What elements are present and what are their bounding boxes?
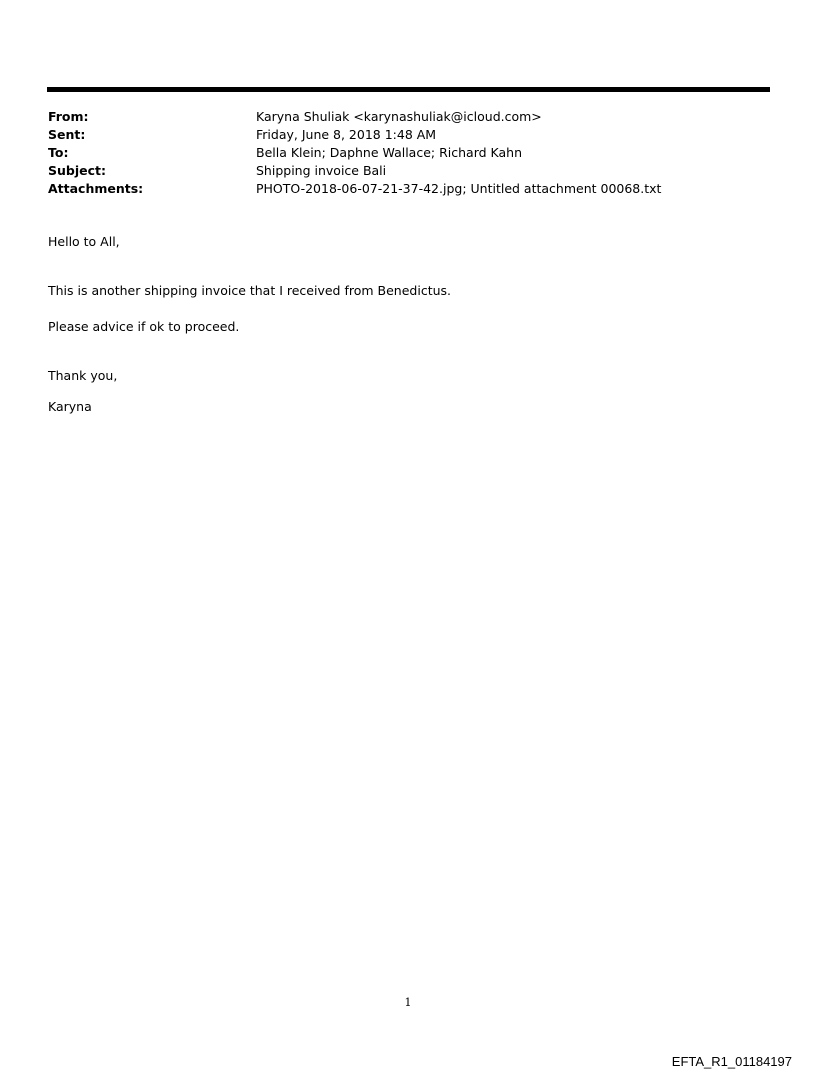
header-row-subject <box>48 162 768 180</box>
message-line-2: Please advice if ok to proceed. <box>48 319 240 334</box>
closing: Thank you, <box>48 368 118 383</box>
subject-value: Shipping invoice Bali <box>256 163 387 178</box>
email-body <box>48 233 748 429</box>
message-paragraph <box>48 264 748 354</box>
to-value: Bella Klein; Daphne Wallace; Richard Kahn <box>256 145 523 160</box>
document-id: EFTA_R1_01184197 <box>671 1054 792 1069</box>
sent-label: Sent: <box>48 127 86 142</box>
from-label: From: <box>48 109 89 124</box>
message-line-1: This is another shipping invoice that I received from Benedictus. <box>48 283 451 298</box>
from-value: Karyna Shuliak <karynashuliak@icloud.com> <box>256 109 542 124</box>
header-row-from <box>48 108 768 126</box>
header-row-sent <box>48 126 768 144</box>
email-header <box>48 108 768 198</box>
header-divider <box>47 87 770 92</box>
page-number: 1 <box>404 996 412 1009</box>
attachments-label: Attachments: <box>48 181 144 196</box>
greeting: Hello to All, <box>48 234 120 249</box>
attachments-value: PHOTO-2018-06-07-21-37-42.jpg; Untitled attachment 00068.txt <box>256 181 662 196</box>
sent-value: Friday, June 8, 2018 1:48 AM <box>256 127 437 142</box>
subject-label: Subject: <box>48 163 106 178</box>
header-row-to <box>48 144 768 162</box>
to-label: To: <box>48 145 69 160</box>
signature: Karyna <box>48 399 92 414</box>
header-row-attachments <box>48 180 768 198</box>
